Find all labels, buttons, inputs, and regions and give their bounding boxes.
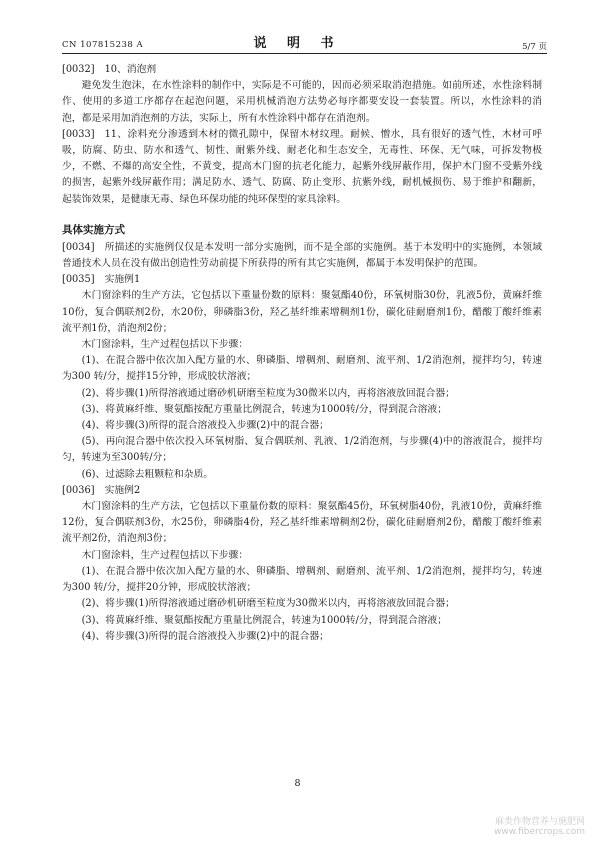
paragraph-0034 [62,240,542,272]
example1-step-1: (1)、在混合器中依次加入配方量的水、卵磷脂、增稠剂、耐磨剂、流平剂、1/2消泡剂，搅拌均匀，转速为300 转/分，搅拌15分钟，形成胶状溶液； [62,355,542,383]
paragraph-number: [0033] [62,128,95,140]
example1-step-3: (3)、将黄麻纤维、聚氨酯按配方重量比例混合，转速为1000转/分，得到混合溶液； [81,403,448,415]
patent-number: CN 107815238 A [62,40,144,50]
document-title: 说 明 书 [253,36,342,51]
example2-intro: 木门窗涂料的生产方法，它包括以下重量份数的原料：聚氨酯45份，环氧树脂40份，乳液10份，黄麻纤维12份，复合偶联剂3份，水25份，卵磷脂4份，羟乙基纤维素增稠剂2份，碳化硅耐磨剂2份，醋酸丁酸纤维素流平剂2份，消泡剂3份； [62,501,542,545]
paragraph-number: [0032] [62,64,95,75]
paragraph-number: [0034] [62,241,95,253]
paragraph-title: 实施例2 [104,484,141,496]
page-number: 8 [294,778,301,789]
watermark-url: www.fibercrops.com [494,827,585,837]
example1-process: 木门窗涂料，生产过程包括以下步骤： [81,339,249,351]
example2-step-1: (1)、在混合器中依次加入配方量的水、卵磷脂、增稠剂、耐磨剂、流平剂、1/2消泡剂，搅拌均匀，转速为300 转/分，搅拌20分钟，形成胶状溶液； [62,565,542,594]
example1-step-5: (5)、再向混合器中依次投入环氧树脂、复合偶联剂、乳液、1/2消泡剂，与步骤(4)中的溶液混合，搅拌均匀，转速为至300转/分； [62,436,542,464]
example2-step-2: (2)、将步骤(1)所得溶液通过磨砂机研磨至粒度为30微米以内，再将溶液放回混合器； [81,598,455,610]
example2-step-3: (3)、将黄麻纤维、聚氨酯按配方重量比例混合，转速为1000转/分，得到混合溶液； [81,614,448,626]
paragraph-0032-body: 避免发生泡沫，在水性涂料的制作中，实际是不可能的，因而必须采取消泡措施。如前所述，水性涂料制作、使用的多道工序都存在起泡问题，采用机械消泡方法势必每序都要安设一套装置。所以，水性涂料的消泡，都是采用加消泡剂的方法，实际上，所有水性涂料中都存在消泡剂。 [62,80,542,124]
section-heading: 具体实施方式 [62,223,125,236]
paragraph-title: 实施例1 [104,274,141,286]
page-indicator: 5/7 页 [522,42,547,52]
paragraph-number: [0036] [62,484,95,496]
example1-step-6: (6)、过滤除去粗颗粒和杂质。 [81,468,214,480]
example1-step-4: (4)、将步骤(3)所得的混合溶液投入步骤(2)中的混合器； [81,420,329,432]
paragraph-0033 [62,127,542,208]
paragraph-text: 所描述的实施例仅仅是本发明一部分实施例，而不是全部的实施例。基于本发明中的实施例，本领域普通技术人员在没有做出创造性劳动前提下所获得的所有其它实施例，都属于本发明保护的范围。 [62,241,542,270]
example1-step-2: (2)、将步骤(1)所得溶液通过磨砂机研磨至粒度为30微米以内，再将溶液放回混合器； [81,387,455,399]
paragraph-0032-title [62,62,542,78]
paragraph-title: 10、消泡剂 [104,64,157,75]
paragraph-text: 11、涂料充分渗透到木材的微孔隙中，保留木材纹理。耐候、憎水，具有很好的透气性，木材可呼吸，防腐、防虫、防水和透气、韧性、耐紫外线、耐老化和生态安全，无毒性、环保、无气味，可拆发物极少，不燃、不爆的高安全性，不黄变，提高木门窗的抗老化能力，起紫外线屏蔽作用，保护木门窗不受紫外线的损害，起紫外线屏蔽作用；满足防水、透气、防腐、防止变形、抗紫外线，耐机械损伤、易于维护和翻新，起装饰效果，是健康无毒、绿色环保功能的纯环保型的家具涂料。 [62,128,542,205]
example1-intro: 木门窗涂料的生产方法，它包括以下重量份数的原料：聚氨酯40份，环氧树脂30份，乳液5份，黄麻纤维10份，复合偶联剂2份，水20份，卵磷脂3份，羟乙基纤维素增稠剂1份，碳化硅耐磨剂1份，醋酸丁酸纤维素流平剂1份，消泡剂2份； [62,290,542,334]
watermark-title: 麻类作物营养与施肥网 [494,817,585,827]
paragraph-0035-title [62,272,542,288]
example2-process: 木门窗涂料，生产过程包括以下步骤： [81,549,249,561]
paragraph-number: [0035] [62,274,95,286]
example2-step-4: (4)、将步骤(3)所得的混合溶液投入步骤(2)中的混合器； [81,630,329,642]
document-body [62,62,542,645]
header-rule [62,53,547,54]
paragraph-0036-title [62,483,542,499]
